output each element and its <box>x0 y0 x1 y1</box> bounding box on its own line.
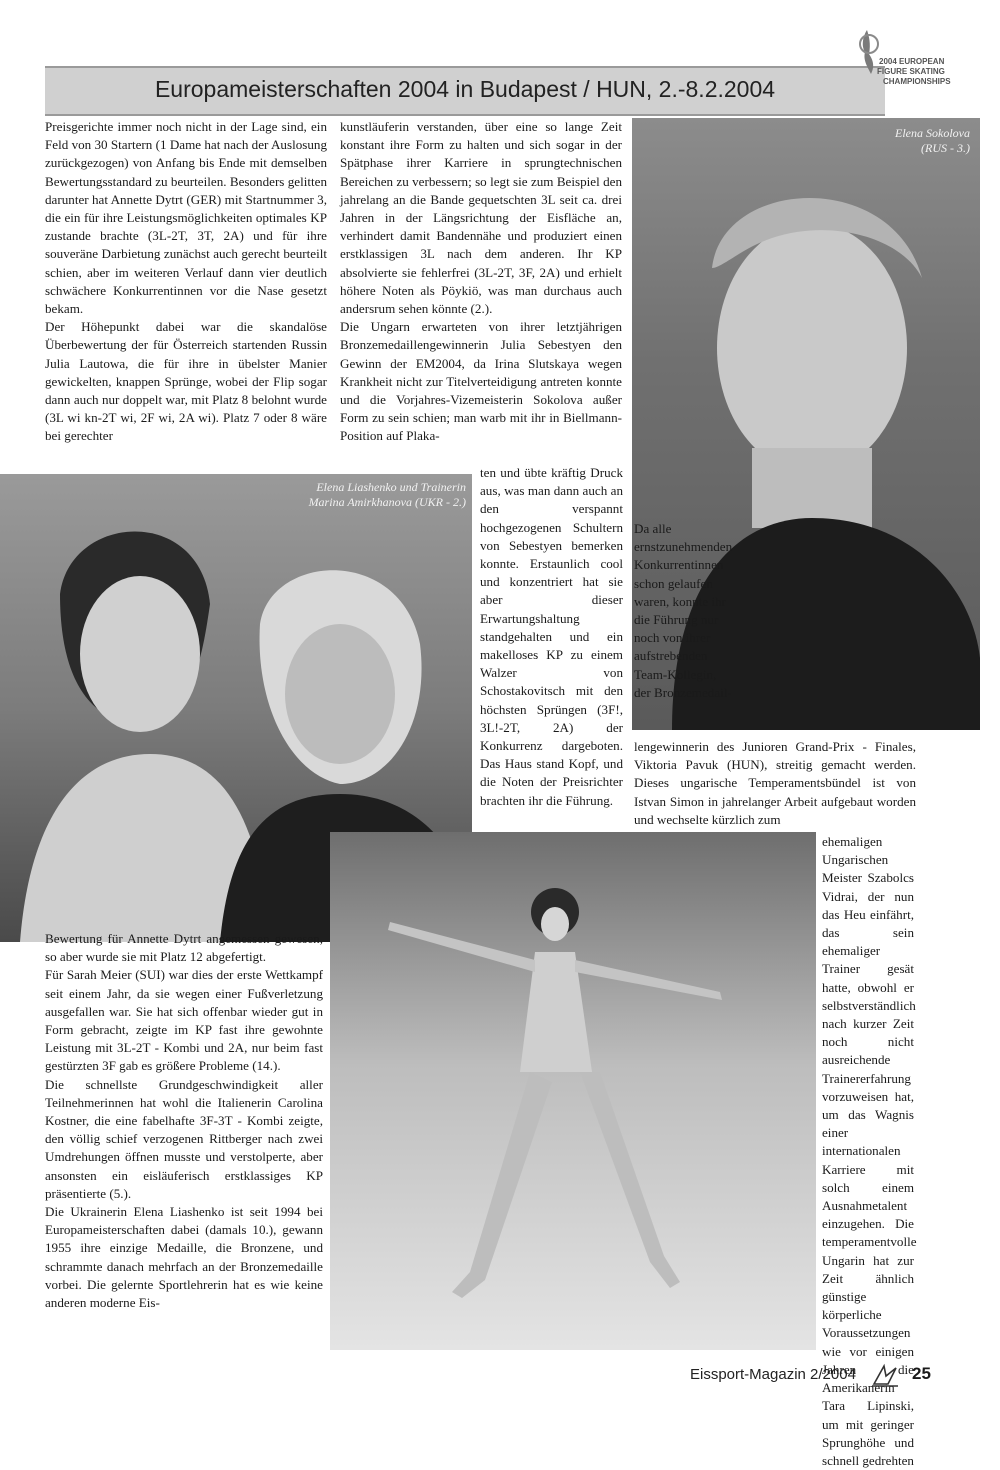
footer-magazine: Eissport-Magazin 2/2004 <box>690 1366 856 1383</box>
caption-line: (RUS - 3.) <box>921 141 970 155</box>
paragraph: Da alle ernstzunehmenden Konkurrentinnen schon gelaufen waren, konnte ihr die Führung nur noch von ihrer aufstrebenden Team-Kollegin, der Bronzemedail- <box>634 521 733 700</box>
championship-logo <box>855 26 965 110</box>
logo-line-3: CHAMPIONSHIPS <box>883 77 951 86</box>
photo-caption-sokolova <box>750 126 970 156</box>
column-1-top <box>45 118 327 446</box>
paragraph: Für Sarah Meier (SUI) war dies der erste Wettkampf seit einem Jahr, da sie wegen einer Fußverletzung ausgefallen war. Sie hat sich offenbar wieder gut in Form gebracht, zeigte im KP fast ihre gewohnte Leistung mit 3L-2T - Kombi und 2A, nur beim fast gestürzten 3F gab es größere Probleme (14.). <box>45 967 323 1074</box>
logo-line-2: FIGURE SKATING <box>877 67 945 76</box>
paragraph: Preisgerichte immer noch nicht in der Lage sind, ein Feld von 30 Startern (1 Dame hat nach der Auslosung zurückgezogen) von Anfang bis Ende mit demselben Bewertungsstandard zu beurteilen. Besonders gelitten darunter hat Annette Dytrt (GER) mit Startnummer 3, die ein für ihre Leistungsmöglichkeiten optimales KP zustande brachte (3L-2T, 3T, 2A) und für ihre souveräne Darbietung zunächst auch gerecht beurteilt schien, aber im weiteren Verlauf dann vier deutlich schwächere Konkurrentinnen vor die Nase gesetzt bekam. <box>45 119 327 317</box>
logo-line-1: 2004 EUROPEAN <box>879 57 945 66</box>
caption-line: Elena Sokolova <box>895 126 970 140</box>
photo-caption-liashenko <box>206 480 466 510</box>
paragraph: lengewinnerin des Junioren Grand-Prix - Finales, Viktoria Pavuk (HUN), streitig gemacht werden. Dieses ungarische Temperamentsbündel ist von Istvan Simon in jahrelanger Arbeit aufgebaut worden und wechselte kürzlich zum <box>634 739 916 827</box>
column-3-narrow <box>634 520 734 702</box>
column-1-bottom <box>45 930 323 1312</box>
caption-line: Elena Liashenko und Trainerin <box>316 480 466 494</box>
paragraph: Bewertung für Annette Dytrt angemessen gewesen, so aber wurde sie mit Platz 12 abgefertigt. <box>45 931 323 965</box>
column-2-middle <box>480 464 623 810</box>
magazine-logo-icon <box>870 1362 900 1388</box>
paragraph: kunstläuferin verstanden, über eine so lange Zeit konstant ihre Form zu halten und sich sogar in der Spätphase ihrer Karriere in sprungtechnischen Bereichen zu verbessern; so legt sie zum Beispiel den jahrelang an die Bande gequetschten 3L seit ca. drei Jahren in der Längsrichtung der Eisfläche an, verhindert damit Bandennähe und produziert einen erstklassigen 3L nach dem anderen. Ihr KP absolvierte sie fehlerfrei (3L-2T, 3F, 2A) und erhielt höhere Noten als Pöykiö, was man durchaus auch andersrum sehen könnte (2.). <box>340 119 622 317</box>
paragraph: Die Ungarn erwarteten von ihrer letztjährigen Bronzemedaillengewinnerin Julia Sebestyen den Gewinn der EM2004, da Irina Slutskaya wegen Krankheit nicht zur Titelverteidigung antreten konnte und die Vorjahres-Vizemeisterin Sokolova außer Form zu sein schien; man warb mit ihr in Biellmann-Position auf Plaka- <box>340 319 622 444</box>
paragraph: Der Höhepunkt dabei war die skandalöse Überbewertung der für Österreich startenden Russin Julia Lautowa, die für ihre in übelster Manier gewickelten, knappen Sprünge, wobei der Flip sogar dann auch nur doppelt war, mit Platz 8 belohnt wurde (3L wi kn-2T wi, 2F wi, 2A wi). Platz 7 oder 8 wäre bei gerechter <box>45 319 327 444</box>
paragraph: ehemaligen Ungarischen Meister Szabolcs Vidrai, der nun das Heu einfährt, das sein ehemaliger Trainer gesät hatte, obwohl er selbstverständlich nach kurzer Zeit noch nicht ausreichende Trainererfahrung vorzuweisen hat, um das Wagnis einer internationalen Karriere mit solch einem Ausnahmetalent einzugehen. Die temperamentvolle Ungarin hat zur Zeit ähnlich günstige körperliche Voraussetzungen wie vor einigen Jahren die Amerikanerin Tara Lipinski, um mit geringer Sprunghöhe und schnell gedrehten <box>822 834 917 1468</box>
paragraph: Die schnellste Grundgeschwindigkeit aller Teilnehmerinnen hat wohl die Italienerin Carolina Kostner, die eine fabelhafte 3F-3T - Kombi zeigte, den völlig schief verzogenen Rittberger nach zwei Umdrehungen öffnen musste und verstolperte, aber ansonsten ein eisläuferisch erstklassiges KP präsentierte (5.). <box>45 1076 323 1201</box>
skater-silhouette <box>330 832 816 1350</box>
column-2-top <box>340 118 622 446</box>
paragraph: ten und übte kräftig Druck aus, was man dann auch an den verspannt hochgezogenen Schultern von Sebestyen bemerken konnte. Erstaunlich cool und konzentriert hat sie aber dieser Erwartungshaltung standgehalten und ein makelloses KP zu einem Walzer von Schostakovitsch mit den höchsten Sprüngen (3F!, 3L!-2T, 2A) der Konkurrenz dargeboten. Das Haus stand Kopf, und die Noten der Preisrichter brachten ihr die Führung. <box>480 465 623 808</box>
photo-skater-on-ice <box>330 832 816 1350</box>
page-number: 25 <box>912 1364 931 1383</box>
caption-line: Marina Amirkhanova (UKR - 2.) <box>308 495 466 509</box>
column-3-wide <box>634 738 916 829</box>
paragraph: Die Ukrainerin Elena Liashenko ist seit 1994 bei Europameisterschaften dabei (damals 10.), gewann 1955 ihre einzige Medaille, die Bronzene, und schrammte danach mehrfach an der Bronzemedaille vorbei. Die gelernte Sportlehrerin hat es wie keine anderen moderne Eis- <box>45 1204 323 1311</box>
page-title: Europameisterschaften 2004 in Budapest / HUN, 2.-8.2.2004 <box>154 76 776 102</box>
